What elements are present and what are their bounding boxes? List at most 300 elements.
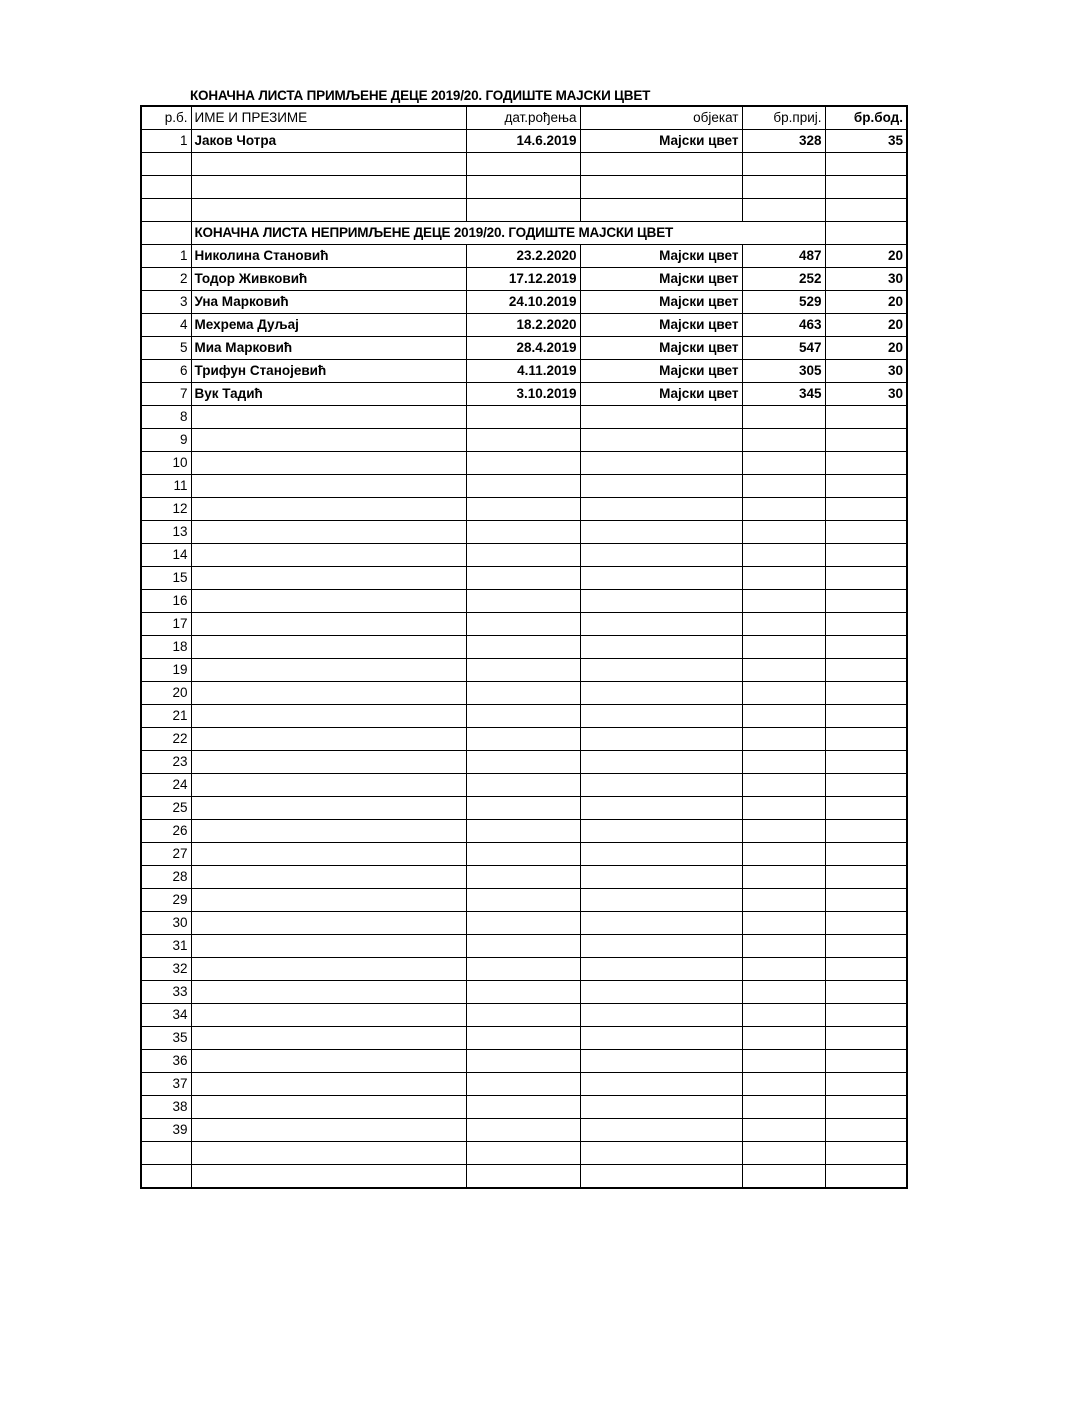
cell-empty[interactable]: [191, 958, 466, 981]
cell-empty[interactable]: [825, 475, 907, 498]
cell-empty[interactable]: [825, 199, 907, 222]
cell-prij[interactable]: 547: [742, 337, 825, 360]
cell-empty[interactable]: [580, 682, 742, 705]
cell-empty[interactable]: [466, 544, 580, 567]
cell-rb[interactable]: 32: [141, 958, 191, 981]
cell-name[interactable]: Николина Становић: [191, 245, 466, 268]
cell-empty[interactable]: [191, 567, 466, 590]
cell-empty[interactable]: [466, 521, 580, 544]
cell-empty[interactable]: [141, 153, 191, 176]
cell-empty[interactable]: [466, 682, 580, 705]
cell-empty[interactable]: [191, 544, 466, 567]
cell-rb[interactable]: 27: [141, 843, 191, 866]
cell-empty[interactable]: [742, 935, 825, 958]
cell-rb[interactable]: 6: [141, 360, 191, 383]
table-row: [141, 130, 907, 153]
cell-bod[interactable]: 20: [825, 314, 907, 337]
cell-empty[interactable]: [466, 1027, 580, 1050]
cell-rb[interactable]: 22: [141, 728, 191, 751]
cell-empty[interactable]: [742, 613, 825, 636]
cell-empty[interactable]: [466, 705, 580, 728]
cell-empty[interactable]: [191, 475, 466, 498]
cell-date[interactable]: 17.12.2019: [466, 268, 580, 291]
cell-rb[interactable]: 26: [141, 820, 191, 843]
cell-prij[interactable]: 487: [742, 245, 825, 268]
table-row-numbered-empty: [141, 406, 907, 429]
cell-empty[interactable]: [466, 820, 580, 843]
cell-empty[interactable]: [466, 1096, 580, 1119]
table-row-numbered-empty: [141, 843, 907, 866]
cell-empty[interactable]: [825, 1073, 907, 1096]
cell-empty[interactable]: [191, 452, 466, 475]
cell-empty[interactable]: [742, 1165, 825, 1189]
cell-rb[interactable]: 18: [141, 636, 191, 659]
cell-empty[interactable]: [580, 498, 742, 521]
table-row: [141, 314, 907, 337]
cell-empty[interactable]: [825, 498, 907, 521]
cell-empty[interactable]: [191, 935, 466, 958]
cell-empty[interactable]: [580, 199, 742, 222]
cell-rb[interactable]: 2: [141, 268, 191, 291]
cell-empty[interactable]: [825, 866, 907, 889]
table-header-row: [141, 106, 907, 130]
cell-empty[interactable]: [825, 682, 907, 705]
cell-empty[interactable]: [191, 866, 466, 889]
cell-rb[interactable]: 16: [141, 590, 191, 613]
cell-empty[interactable]: [825, 153, 907, 176]
cell-empty[interactable]: [742, 820, 825, 843]
table-row-numbered-empty: [141, 498, 907, 521]
cell-empty[interactable]: [466, 659, 580, 682]
cell-empty[interactable]: [580, 521, 742, 544]
cell-object[interactable]: Мајски цвет: [580, 291, 742, 314]
cell-object[interactable]: Мајски цвет: [580, 383, 742, 406]
cell-rb[interactable]: 24: [141, 774, 191, 797]
cell-empty[interactable]: [580, 981, 742, 1004]
cell-empty[interactable]: [466, 429, 580, 452]
cell-empty[interactable]: [742, 176, 825, 199]
cell-empty[interactable]: [466, 1073, 580, 1096]
cell-empty[interactable]: [742, 567, 825, 590]
cell-empty[interactable]: [466, 498, 580, 521]
cell-name[interactable]: Тодор Живковић: [191, 268, 466, 291]
cell-empty[interactable]: [191, 199, 466, 222]
cell-rb[interactable]: 21: [141, 705, 191, 728]
cell-rb[interactable]: 39: [141, 1119, 191, 1142]
cell-name[interactable]: Уна Марковић: [191, 291, 466, 314]
cell-empty[interactable]: [580, 636, 742, 659]
cell-empty[interactable]: [191, 1142, 466, 1165]
cell-empty[interactable]: [466, 774, 580, 797]
cell-empty[interactable]: [191, 153, 466, 176]
cell-rb[interactable]: 17: [141, 613, 191, 636]
cell-empty[interactable]: [191, 751, 466, 774]
cell-prij[interactable]: 529: [742, 291, 825, 314]
cell-empty[interactable]: [825, 1165, 907, 1189]
table-row-numbered-empty: [141, 981, 907, 1004]
cell-rb[interactable]: 33: [141, 981, 191, 1004]
cell-date[interactable]: 4.11.2019: [466, 360, 580, 383]
cell-name[interactable]: Миа Марковић: [191, 337, 466, 360]
cell-empty[interactable]: [742, 1142, 825, 1165]
cell-empty[interactable]: [466, 176, 580, 199]
cell-empty[interactable]: [580, 843, 742, 866]
cell-empty[interactable]: [191, 1119, 466, 1142]
cell-empty[interactable]: [580, 728, 742, 751]
cell-rb[interactable]: 11: [141, 475, 191, 498]
cell-name[interactable]: Трифун Станојевић: [191, 360, 466, 383]
cell-empty[interactable]: [466, 567, 580, 590]
table-row-empty: [141, 176, 907, 199]
cell-empty[interactable]: [825, 1027, 907, 1050]
cell-empty[interactable]: [825, 1050, 907, 1073]
cell-empty[interactable]: [580, 590, 742, 613]
cell-empty[interactable]: [580, 705, 742, 728]
cell-bod[interactable]: 30: [825, 383, 907, 406]
cell-empty[interactable]: [466, 153, 580, 176]
cell-rb[interactable]: 31: [141, 935, 191, 958]
cell-empty[interactable]: [825, 429, 907, 452]
cell-empty[interactable]: [742, 705, 825, 728]
cell-empty[interactable]: [191, 613, 466, 636]
cell-empty[interactable]: [580, 958, 742, 981]
cell-empty[interactable]: [742, 843, 825, 866]
table-row-numbered-empty: [141, 636, 907, 659]
cell-empty[interactable]: [191, 1073, 466, 1096]
cell-empty[interactable]: [580, 1073, 742, 1096]
cell-empty[interactable]: [191, 912, 466, 935]
cell-empty[interactable]: [825, 751, 907, 774]
column-header-rb[interactable]: р.б.: [141, 106, 191, 130]
cell-empty[interactable]: [191, 797, 466, 820]
cell-empty[interactable]: [742, 590, 825, 613]
cell-empty[interactable]: [825, 176, 907, 199]
table-row-numbered-empty: [141, 1073, 907, 1096]
column-header-prij[interactable]: бр.приј.: [742, 106, 825, 130]
table-row-numbered-empty: [141, 590, 907, 613]
cell-empty[interactable]: [742, 199, 825, 222]
cell-empty[interactable]: [191, 1050, 466, 1073]
cell-empty[interactable]: [191, 406, 466, 429]
cell-empty[interactable]: [742, 889, 825, 912]
cell-empty[interactable]: [466, 935, 580, 958]
cell-empty[interactable]: [825, 889, 907, 912]
cell-rb[interactable]: 34: [141, 1004, 191, 1027]
cell-empty[interactable]: [825, 1004, 907, 1027]
table-row-numbered-empty: [141, 544, 907, 567]
cell-rb[interactable]: 5: [141, 337, 191, 360]
cell-bod[interactable]: 20: [825, 291, 907, 314]
cell-empty[interactable]: [742, 797, 825, 820]
cell-empty[interactable]: [466, 1119, 580, 1142]
cell-empty[interactable]: [742, 521, 825, 544]
cell-empty[interactable]: [825, 935, 907, 958]
cell-empty[interactable]: [191, 820, 466, 843]
cell-empty[interactable]: [191, 521, 466, 544]
cell-empty[interactable]: [742, 659, 825, 682]
column-header-name[interactable]: ИМЕ И ПРЕЗИМЕ: [191, 106, 466, 130]
cell-rb[interactable]: 23: [141, 751, 191, 774]
cell-empty[interactable]: [466, 958, 580, 981]
cell-prij[interactable]: 328: [742, 130, 825, 153]
table-row-numbered-empty: [141, 1096, 907, 1119]
cell-rb[interactable]: 37: [141, 1073, 191, 1096]
table-row: [141, 337, 907, 360]
cell-rb[interactable]: 13: [141, 521, 191, 544]
cell-empty[interactable]: [825, 797, 907, 820]
cell-empty[interactable]: [466, 1050, 580, 1073]
cell-empty[interactable]: [742, 1050, 825, 1073]
cell-empty[interactable]: [580, 820, 742, 843]
cell-rb[interactable]: 14: [141, 544, 191, 567]
cell-empty[interactable]: [580, 176, 742, 199]
cell-empty[interactable]: [191, 659, 466, 682]
cell-empty[interactable]: [742, 866, 825, 889]
cell-rb[interactable]: 12: [141, 498, 191, 521]
cell-empty[interactable]: [825, 544, 907, 567]
cell-prij[interactable]: 252: [742, 268, 825, 291]
cell-empty[interactable]: [580, 774, 742, 797]
cell-empty[interactable]: [580, 889, 742, 912]
cell-empty[interactable]: [742, 544, 825, 567]
cell-name[interactable]: Јаков Чотра: [191, 130, 466, 153]
cell-empty[interactable]: [742, 406, 825, 429]
cell-empty[interactable]: [742, 682, 825, 705]
cell-empty[interactable]: [580, 1050, 742, 1073]
cell-empty[interactable]: [742, 1073, 825, 1096]
cell-empty[interactable]: [742, 153, 825, 176]
cell-empty[interactable]: [580, 659, 742, 682]
cell-empty[interactable]: [825, 590, 907, 613]
cell-empty[interactable]: [191, 590, 466, 613]
cell-empty[interactable]: [825, 613, 907, 636]
cell-empty[interactable]: [466, 1165, 580, 1189]
cell-rb[interactable]: 8: [141, 406, 191, 429]
cell-empty[interactable]: [825, 1119, 907, 1142]
cell-empty[interactable]: [191, 1004, 466, 1027]
cell-rb[interactable]: 30: [141, 912, 191, 935]
cell-empty[interactable]: [742, 981, 825, 1004]
cell-empty[interactable]: [825, 912, 907, 935]
section-header-row: [141, 222, 907, 245]
cell-empty[interactable]: [580, 567, 742, 590]
cell-empty[interactable]: [580, 751, 742, 774]
cell-object[interactable]: Мајски цвет: [580, 360, 742, 383]
cell-object[interactable]: Мајски цвет: [580, 130, 742, 153]
cell-object[interactable]: Мајски цвет: [580, 337, 742, 360]
column-header-bod[interactable]: бр.бод.: [825, 106, 907, 130]
cell-rb[interactable]: 35: [141, 1027, 191, 1050]
table-row-numbered-empty: [141, 751, 907, 774]
cell-rb[interactable]: 1: [141, 130, 191, 153]
cell-empty[interactable]: [742, 774, 825, 797]
cell-empty[interactable]: [825, 636, 907, 659]
cell-empty[interactable]: [580, 1096, 742, 1119]
cell-empty[interactable]: [825, 843, 907, 866]
cell-rb[interactable]: 7: [141, 383, 191, 406]
cell-empty[interactable]: [191, 498, 466, 521]
cell-empty[interactable]: [466, 199, 580, 222]
cell-empty[interactable]: [580, 866, 742, 889]
cell-empty[interactable]: [191, 843, 466, 866]
cell-empty[interactable]: [825, 774, 907, 797]
cell-rb[interactable]: 3: [141, 291, 191, 314]
column-header-date[interactable]: дат.рођења: [466, 106, 580, 130]
cell-date[interactable]: 28.4.2019: [466, 337, 580, 360]
cell-empty[interactable]: [825, 958, 907, 981]
cell-empty[interactable]: [141, 199, 191, 222]
cell-prij[interactable]: 345: [742, 383, 825, 406]
cell-empty[interactable]: [466, 406, 580, 429]
cell-empty[interactable]: [191, 889, 466, 912]
cell-rb[interactable]: 1: [141, 245, 191, 268]
cell-empty[interactable]: [466, 889, 580, 912]
cell-empty[interactable]: [191, 429, 466, 452]
cell-object[interactable]: Мајски цвет: [580, 268, 742, 291]
column-header-object[interactable]: објекат: [580, 106, 742, 130]
cell-bod[interactable]: 30: [825, 268, 907, 291]
cell-date[interactable]: 3.10.2019: [466, 383, 580, 406]
cell-name[interactable]: Вук Тадић: [191, 383, 466, 406]
cell-empty[interactable]: [825, 1096, 907, 1119]
cell-empty[interactable]: [466, 981, 580, 1004]
cell-empty[interactable]: [825, 728, 907, 751]
cell-empty[interactable]: [825, 1142, 907, 1165]
cell-empty[interactable]: [742, 751, 825, 774]
spreadsheet-sheet: [140, 88, 906, 1189]
admissions-table: [140, 105, 908, 1189]
cell-empty[interactable]: [466, 728, 580, 751]
cell-empty[interactable]: [191, 1027, 466, 1050]
cell-empty[interactable]: [466, 475, 580, 498]
cell-rb[interactable]: 28: [141, 866, 191, 889]
cell-empty[interactable]: [141, 176, 191, 199]
cell-object[interactable]: Мајски цвет: [580, 314, 742, 337]
cell-empty[interactable]: [141, 222, 191, 245]
cell-bod[interactable]: 20: [825, 337, 907, 360]
cell-rb[interactable]: 4: [141, 314, 191, 337]
cell-date[interactable]: 18.2.2020: [466, 314, 580, 337]
cell-empty[interactable]: [191, 1165, 466, 1189]
cell-rb[interactable]: 20: [141, 682, 191, 705]
cell-rb[interactable]: 9: [141, 429, 191, 452]
cell-empty[interactable]: [580, 1004, 742, 1027]
cell-empty[interactable]: [742, 498, 825, 521]
cell-empty[interactable]: [191, 705, 466, 728]
cell-empty[interactable]: [466, 1142, 580, 1165]
cell-empty[interactable]: [466, 590, 580, 613]
cell-empty[interactable]: [580, 153, 742, 176]
cell-rb[interactable]: 15: [141, 567, 191, 590]
cell-date[interactable]: 24.10.2019: [466, 291, 580, 314]
cell-object[interactable]: Мајски цвет: [580, 245, 742, 268]
cell-empty[interactable]: [580, 1165, 742, 1189]
cell-rb[interactable]: 19: [141, 659, 191, 682]
cell-name[interactable]: Мехрема Дуљај: [191, 314, 466, 337]
table-row-numbered-empty: [141, 659, 907, 682]
cell-rb[interactable]: 10: [141, 452, 191, 475]
cell-bod[interactable]: 35: [825, 130, 907, 153]
cell-empty[interactable]: [466, 636, 580, 659]
cell-empty[interactable]: [825, 659, 907, 682]
cell-empty[interactable]: [466, 843, 580, 866]
cell-empty[interactable]: [742, 958, 825, 981]
cell-empty[interactable]: [466, 452, 580, 475]
cell-empty[interactable]: [580, 544, 742, 567]
cell-empty[interactable]: [742, 636, 825, 659]
cell-empty[interactable]: [825, 820, 907, 843]
cell-prij[interactable]: 463: [742, 314, 825, 337]
cell-bod[interactable]: 20: [825, 245, 907, 268]
cell-empty[interactable]: [191, 636, 466, 659]
cell-empty[interactable]: [580, 1119, 742, 1142]
cell-empty[interactable]: [580, 797, 742, 820]
cell-empty[interactable]: [580, 912, 742, 935]
cell-empty[interactable]: [742, 1004, 825, 1027]
cell-rb[interactable]: 29: [141, 889, 191, 912]
cell-empty[interactable]: [825, 705, 907, 728]
cell-rb[interactable]: 38: [141, 1096, 191, 1119]
cell-empty[interactable]: [466, 912, 580, 935]
cell-bod[interactable]: 30: [825, 360, 907, 383]
cell-empty[interactable]: [466, 613, 580, 636]
cell-empty[interactable]: [466, 1004, 580, 1027]
cell-empty[interactable]: [742, 912, 825, 935]
cell-empty[interactable]: [742, 1096, 825, 1119]
cell-empty[interactable]: [191, 774, 466, 797]
cell-empty[interactable]: [141, 1142, 191, 1165]
cell-empty[interactable]: [466, 797, 580, 820]
cell-empty[interactable]: [191, 728, 466, 751]
cell-empty[interactable]: [580, 429, 742, 452]
cell-empty[interactable]: [825, 452, 907, 475]
cell-empty[interactable]: [466, 751, 580, 774]
cell-empty[interactable]: [580, 452, 742, 475]
cell-rb[interactable]: 36: [141, 1050, 191, 1073]
cell-empty[interactable]: [825, 521, 907, 544]
cell-empty[interactable]: [742, 452, 825, 475]
cell-prij[interactable]: 305: [742, 360, 825, 383]
cell-empty[interactable]: [191, 176, 466, 199]
cell-date[interactable]: 14.6.2019: [466, 130, 580, 153]
table-row-numbered-empty: [141, 935, 907, 958]
cell-empty[interactable]: [580, 935, 742, 958]
table-row-numbered-empty: [141, 889, 907, 912]
cell-empty[interactable]: [825, 222, 907, 245]
cell-date[interactable]: 23.2.2020: [466, 245, 580, 268]
cell-empty[interactable]: [580, 613, 742, 636]
cell-empty[interactable]: [742, 1119, 825, 1142]
cell-empty[interactable]: [742, 429, 825, 452]
cell-empty[interactable]: [580, 475, 742, 498]
cell-empty[interactable]: [580, 1027, 742, 1050]
cell-empty[interactable]: [580, 406, 742, 429]
cell-empty[interactable]: [742, 1027, 825, 1050]
cell-empty[interactable]: [191, 981, 466, 1004]
cell-empty[interactable]: [141, 1165, 191, 1189]
cell-empty[interactable]: [191, 682, 466, 705]
cell-empty[interactable]: [580, 1142, 742, 1165]
cell-empty[interactable]: [825, 567, 907, 590]
cell-empty[interactable]: [825, 406, 907, 429]
cell-rb[interactable]: 25: [141, 797, 191, 820]
cell-empty[interactable]: [742, 475, 825, 498]
table-row-numbered-empty: [141, 682, 907, 705]
cell-empty[interactable]: [191, 1096, 466, 1119]
cell-empty[interactable]: [825, 981, 907, 1004]
cell-empty[interactable]: [742, 728, 825, 751]
cell-empty[interactable]: [466, 866, 580, 889]
